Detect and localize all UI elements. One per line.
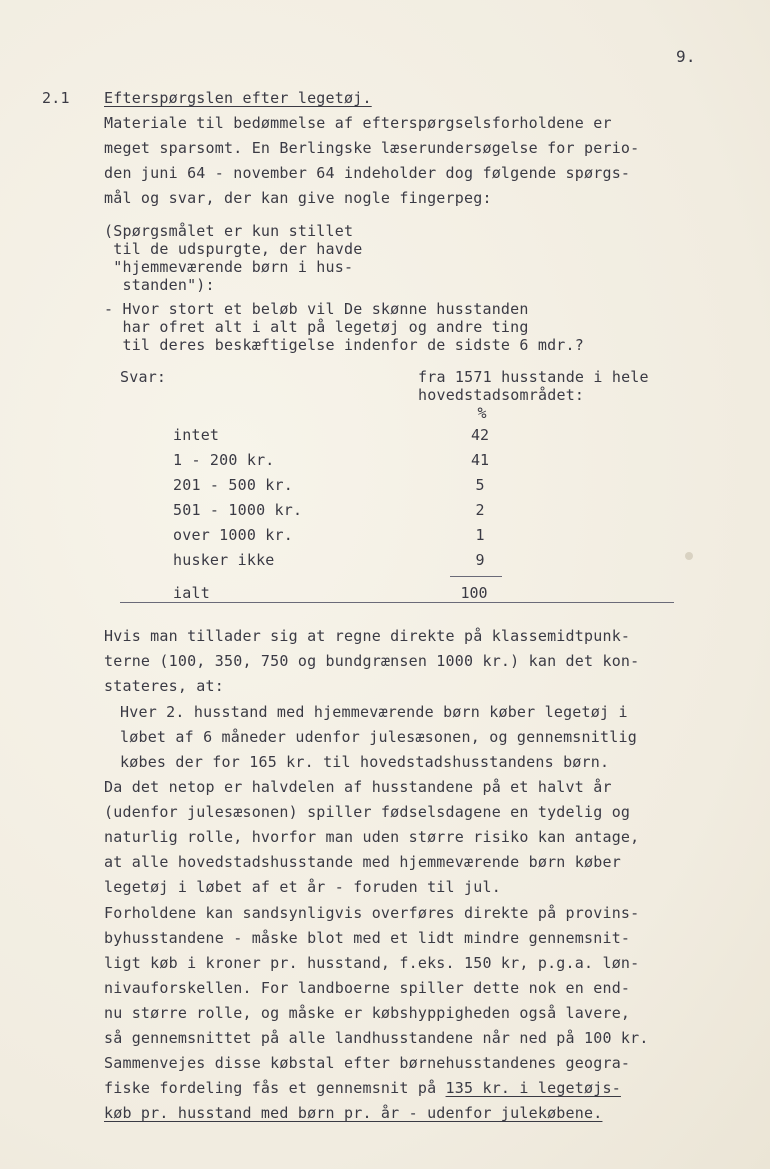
question-line: til deres beskæftigelse indenfor de sidste 6 mdr.? xyxy=(104,336,584,354)
intro-line: meget sparsomt. En Berlingske læserundersøgelse for perio- xyxy=(104,139,640,157)
body-line: byhusstandene - måske blot med et lidt mindre gennemsnit- xyxy=(104,929,631,947)
sum-rule xyxy=(450,576,502,577)
table-bottom-rule xyxy=(120,602,674,603)
body-line: terne (100, 350, 750 og bundgrænsen 1000 kr.) kan det kon- xyxy=(104,652,640,670)
table-row-label: 1 - 200 kr. xyxy=(173,451,275,469)
table-row-value: 1 xyxy=(475,526,485,544)
final-line xyxy=(104,1079,621,1097)
body-line: ligt køb i kroner pr. husstand, f.eks. 150 kr, p.g.a. løn- xyxy=(104,954,640,972)
total-label: ialt xyxy=(173,584,210,602)
quote-line: løbet af 6 måneder udenfor julesæsonen, og gennemsnitlig xyxy=(120,728,637,746)
quote-line: Hver 2. husstand med hjemmeværende børn køber legetøj i xyxy=(120,703,628,721)
section-title: Efterspørgslen efter legetøj. xyxy=(104,89,372,107)
body-line: at alle hovedstadshusstande med hjemmeværende børn køber xyxy=(104,853,621,871)
note-line: "hjemmeværende børn i hus- xyxy=(104,258,354,276)
key-finding-line: køb pr. husstand med børn pr. år - udenfor julekøbene. xyxy=(104,1104,603,1122)
body-line: Da det netop er halvdelen af husstandene på et halvt år xyxy=(104,778,612,796)
table-row-label: husker ikke xyxy=(173,551,275,569)
table-row-value: 9 xyxy=(475,551,485,569)
body-line: (udenfor julesæsonen) spiller fødselsdagene en tydelig og xyxy=(104,803,631,821)
body-line: Forholdene kan sandsynligvis overføres direkte på provins- xyxy=(104,904,640,922)
table-row-value: 42 xyxy=(470,426,490,444)
column-header: hovedstadsområdet: xyxy=(418,386,585,404)
final-text: fiske fordeling fås et gennemsnit på xyxy=(104,1079,446,1097)
answer-label: Svar: xyxy=(120,368,167,386)
section-number: 2.1 xyxy=(42,89,70,107)
total-value: 100 xyxy=(460,584,488,602)
intro-line: mål og svar, der kan give nogle fingerpeg: xyxy=(104,189,492,207)
paper-speck xyxy=(685,552,693,560)
table-row-value: 2 xyxy=(475,501,485,519)
note-line: standen"): xyxy=(104,276,215,294)
table-row-value: 41 xyxy=(470,451,490,469)
note-line: til de udspurgte, der havde xyxy=(104,240,363,258)
table-row-label: 201 - 500 kr. xyxy=(173,476,293,494)
question-line: - Hvor stort et beløb vil De skønne husstanden xyxy=(104,300,529,318)
table-row-label: 501 - 1000 kr. xyxy=(173,501,303,519)
quote-line: købes der for 165 kr. til hovedstadshusstandens børn. xyxy=(120,753,610,771)
table-row-label: intet xyxy=(173,426,220,444)
unit-label: % xyxy=(477,404,487,422)
body-line: stateres, at: xyxy=(104,677,224,695)
body-line: nivauforskellen. For landboerne spiller dette nok en end- xyxy=(104,979,631,997)
body-line: legetøj i løbet af et år - foruden til jul. xyxy=(104,878,501,896)
intro-line: Materiale til bedømmelse af efterspørgselsforholdene er xyxy=(104,114,612,132)
question-line: har ofret alt i alt på legetøj og andre ting xyxy=(104,318,529,336)
body-line: nu større rolle, og måske er købshyppigheden også lavere, xyxy=(104,1004,631,1022)
page-number: 9. xyxy=(676,47,696,66)
table-row-label: over 1000 kr. xyxy=(173,526,293,544)
body-line: Sammenvejes disse købstal efter børnehusstandenes geogra- xyxy=(104,1054,631,1072)
key-finding: 135 kr. i legetøjs- xyxy=(445,1079,621,1097)
body-line: Hvis man tillader sig at regne direkte på klassemidtpunk- xyxy=(104,627,631,645)
intro-line: den juni 64 - november 64 indeholder dog følgende spørgs- xyxy=(104,164,631,182)
body-line: så gennemsnittet på alle landhusstandene når ned på 100 kr. xyxy=(104,1029,649,1047)
column-header: fra 1571 husstande i hele xyxy=(418,368,649,386)
table-row-value: 5 xyxy=(475,476,485,494)
body-line: naturlig rolle, hvorfor man uden større risiko kan antage, xyxy=(104,828,640,846)
note-line: (Spørgsmålet er kun stillet xyxy=(104,222,354,240)
